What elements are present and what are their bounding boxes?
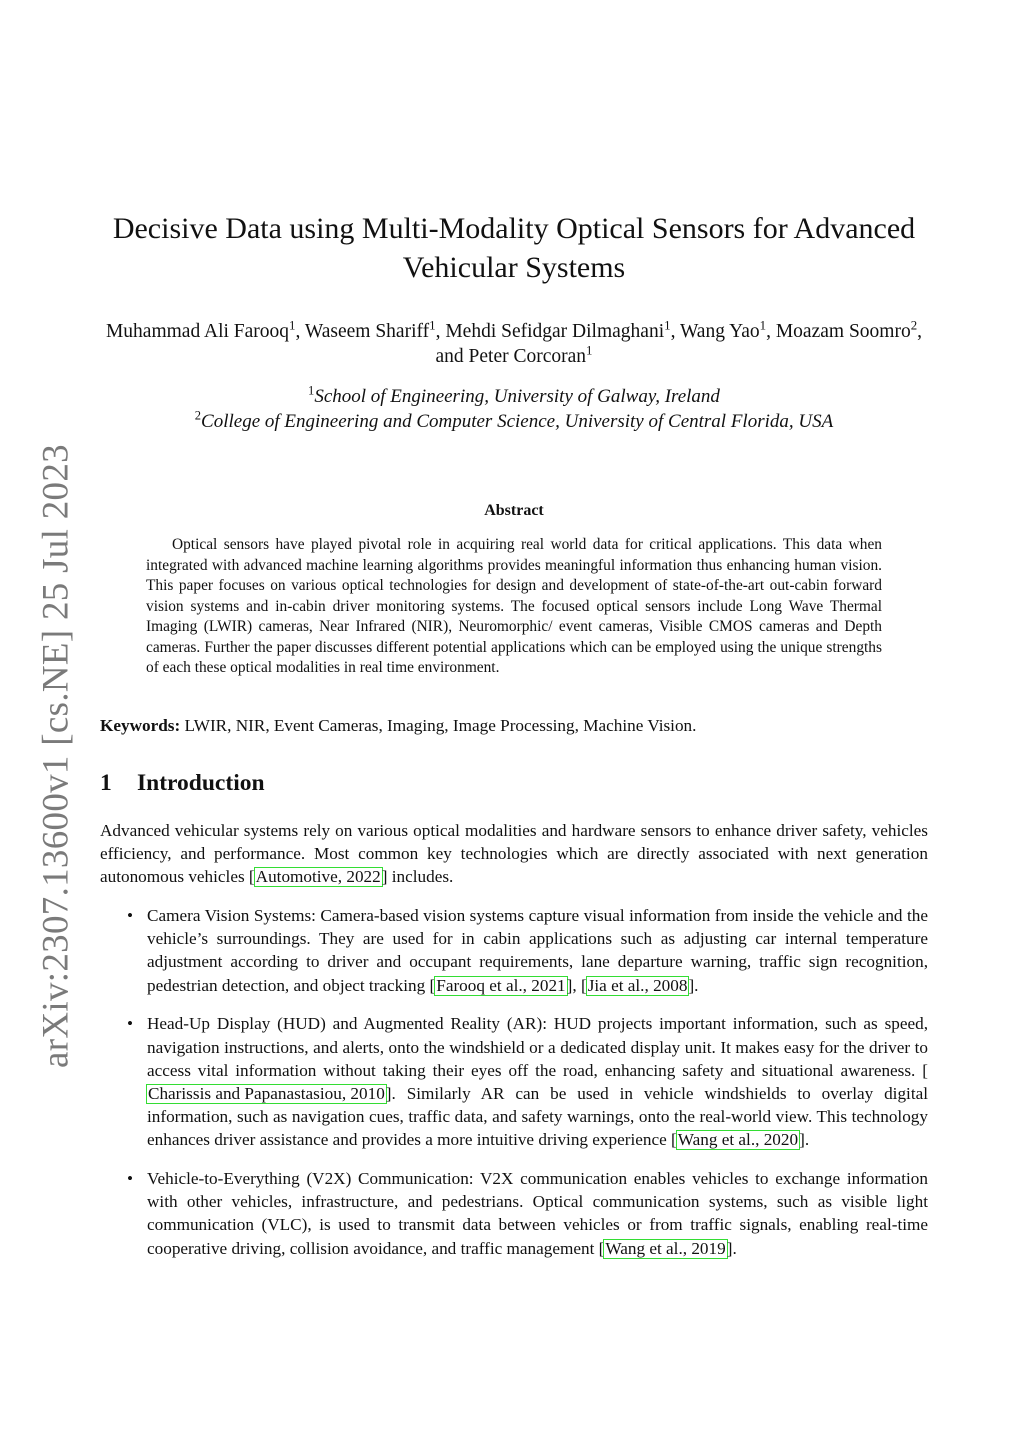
section-title: Introduction xyxy=(137,770,265,796)
citation-link[interactable]: Wang et al., 2020 xyxy=(677,1130,799,1150)
intro-paragraph: Advanced vehicular systems rely on various optical modalities and hardware sensors to enhance driver safety, vehicles efficiency, and performance. Most common key technologies which are directly associated with next generation autonomous vehicles [Automotive, 2022] includes. xyxy=(100,821,928,887)
author: Mehdi Sefidgar Dilmaghani$^1$ xyxy=(445,318,671,342)
abstract-heading: Abstract xyxy=(484,502,544,519)
keywords-label: Keywords: xyxy=(100,716,181,735)
citation-link[interactable]: Automotive, 2022 xyxy=(255,867,381,887)
list-item: • Head-Up Display (HUD) and Augmented Reality (AR): HUD projects important information, such as speed, navigation instructions, and alerts, onto the windshield or a dedicated display unit. It makes easy for the driver to access vital information without taking their eyes off the road, enhancing safety and situational awareness. [Charissis and Papanastasiou, 2010]. Similarly AR can be used in vehicle windshields to overlay digital information, such as navigation cues, traffic data, and safety warnings, onto the real-world view. This technology enhances driver assistance and provides a more intuitive driving experience [Wang et al., 2020]. xyxy=(100,1012,928,1151)
author: Wang Yao$^1$ xyxy=(679,318,767,342)
section-heading xyxy=(100,770,265,797)
keywords-text: LWIR, NIR, Event Cameras, Imaging, Image Processing, Machine Vision. xyxy=(184,716,697,735)
arxiv-identifier-stamp: arXiv:2307.13600v1 [cs.NE] 25 Jul 2023 xyxy=(35,444,77,1068)
author: Waseem Shariff$^1$ xyxy=(304,318,436,342)
affiliation: $^1$School of Engineering, University of Galway, Ireland xyxy=(308,383,720,407)
affiliation: $^2$College of Engineering and Computer Science, University of Central Florida, USA xyxy=(194,408,834,432)
section-number: 1 xyxy=(100,770,112,796)
author: Muhammad Ali Farooq$^1$ xyxy=(105,318,296,342)
keywords xyxy=(100,716,928,736)
author: Peter Corcoran$^1$ xyxy=(468,343,593,367)
paper-title: Decisive Data using Multi-Modality Optical Sensors for Advanced Vehicular Systems xyxy=(112,212,916,284)
abstract-text: Optical sensors have played pivotal role in acquiring real world data for critical applications. This data when integrated with advanced machine learning algorithms provides meaningful information thus enhancing human vision. This paper focuses on various optical technologies for design and development of state-of-the-art out-cabin forward vision systems and in-cabin driver monitoring systems. The focused optical sensors include Long Wave Thermal Imaging (LWIR) cameras, Near Infrared (NIR), Neuromorphic/ event cameras, Visible CMOS cameras and Depth cameras. Further the paper discusses different potential applications which can be employed using the unique strengths of each these optical modalities in real time environment. xyxy=(146,536,882,676)
citation-link[interactable]: Charissis and Papanastasiou, 2010 xyxy=(148,1083,385,1103)
author: Moazam Soomro$^2$ xyxy=(775,318,918,342)
list-item: • Vehicle-to-Everything (V2X) Communication: V2X communication enables vehicles to exchange information with other vehicles, infrastructure, and pedestrians. Optical communication systems, such as visible light communication (VLC), is used to transmit data between vehicles or from traffic signals, enabling real-time cooperative driving, collision avoidance, and traffic management [Wang et al., 2019]. xyxy=(100,1167,928,1260)
citation-link[interactable]: Wang et al., 2019 xyxy=(605,1238,726,1258)
affiliation-list xyxy=(100,384,928,434)
list-item: • Camera Vision Systems: Camera-based vision systems capture visual information from inside the vehicle and the vehicle’s surroundings. They are used for in cabin applications such as adjusting car internal temperature adjustment according to driver and occupant requirements, lane departure warning, traffic sign recognition, pedestrian detection, and object tracking [Farooq et al., 2021], [Jia et al., 2008]. xyxy=(100,904,928,997)
bullet-list xyxy=(100,904,928,1275)
citation-link[interactable]: Farooq et al., 2021 xyxy=(436,975,566,995)
citation-link[interactable]: Jia et al., 2008 xyxy=(587,975,688,995)
author-list: Muhammad Ali Farooq$^1$, Waseem Shariff$^1$, Mehdi Sefidgar Dilmaghani$^1$, Wang Yao$^1$, Moazam Soomro$^2$, and Peter Corcoran$^1$ xyxy=(105,318,923,367)
